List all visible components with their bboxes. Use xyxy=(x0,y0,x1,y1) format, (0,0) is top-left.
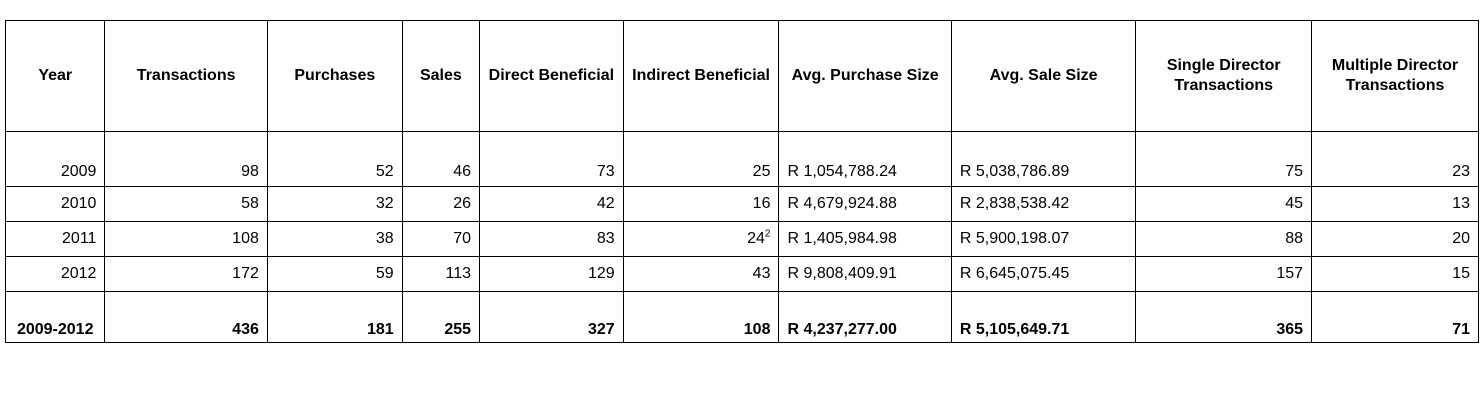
header-avg-purchase-size: Avg. Purchase Size xyxy=(779,21,951,132)
cell-avg-purchase: R 9,808,409.91 xyxy=(779,257,951,292)
cell-single: 157 xyxy=(1136,257,1312,292)
cell-purchases: 59 xyxy=(267,257,402,292)
table-row xyxy=(6,222,1479,257)
cell-sales: 113 xyxy=(402,257,479,292)
cell-avg-purchase: R 4,679,924.88 xyxy=(779,187,951,222)
cell-direct: 42 xyxy=(480,187,624,222)
cell-purchases-total: 181 xyxy=(267,292,402,343)
cell-multiple: 15 xyxy=(1312,257,1479,292)
cell-avg-sale: R 5,038,786.89 xyxy=(951,132,1136,187)
header-purchases: Purchases xyxy=(267,21,402,132)
cell-sales: 70 xyxy=(402,222,479,257)
insider-transactions-table xyxy=(5,20,1479,343)
cell-indirect-value: 24 xyxy=(747,230,765,247)
table-row xyxy=(6,257,1479,292)
cell-sales: 26 xyxy=(402,187,479,222)
cell-avg-purchase-total: R 4,237,277.00 xyxy=(779,292,951,343)
cell-single-total: 365 xyxy=(1136,292,1312,343)
cell-single: 75 xyxy=(1136,132,1312,187)
cell-indirect-total: 108 xyxy=(623,292,779,343)
cell-purchases: 52 xyxy=(267,132,402,187)
cell-avg-sale: R 2,838,538.42 xyxy=(951,187,1136,222)
cell-direct: 83 xyxy=(480,222,624,257)
header-indirect-beneficial: Indirect Beneficial xyxy=(623,21,779,132)
cell-year: 2009 xyxy=(6,132,105,187)
cell-sales: 46 xyxy=(402,132,479,187)
cell-indirect: 43 xyxy=(623,257,779,292)
cell-single: 45 xyxy=(1136,187,1312,222)
cell-purchases: 38 xyxy=(267,222,402,257)
header-year: Year xyxy=(6,21,105,132)
cell-single: 88 xyxy=(1136,222,1312,257)
total-row xyxy=(6,292,1479,343)
cell-transactions: 58 xyxy=(105,187,267,222)
cell-multiple: 20 xyxy=(1312,222,1479,257)
cell-purchases: 32 xyxy=(267,187,402,222)
cell-direct: 73 xyxy=(480,132,624,187)
cell-year: 2010 xyxy=(6,187,105,222)
cell-year: 2011 xyxy=(6,222,105,257)
cell-avg-sale: R 5,900,198.07 xyxy=(951,222,1136,257)
cell-direct-total: 327 xyxy=(480,292,624,343)
cell-avg-sale: R 6,645,075.45 xyxy=(951,257,1136,292)
cell-indirect xyxy=(623,222,779,257)
cell-indirect: 25 xyxy=(623,132,779,187)
cell-year: 2012 xyxy=(6,257,105,292)
cell-direct: 129 xyxy=(480,257,624,292)
cell-multiple: 23 xyxy=(1312,132,1479,187)
cell-sales-total: 255 xyxy=(402,292,479,343)
header-single-director: Single Director Transactions xyxy=(1136,21,1312,132)
footnote-mark: 2 xyxy=(764,228,771,240)
cell-year-total: 2009-2012 xyxy=(6,292,105,343)
cell-avg-purchase: R 1,405,984.98 xyxy=(779,222,951,257)
header-direct-beneficial: Direct Beneficial xyxy=(480,21,624,132)
cell-multiple-total: 71 xyxy=(1312,292,1479,343)
cell-transactions-total: 436 xyxy=(105,292,267,343)
header-transactions: Transactions xyxy=(105,21,267,132)
cell-avg-purchase: R 1,054,788.24 xyxy=(779,132,951,187)
header-sales: Sales xyxy=(402,21,479,132)
header-multiple-director: Multiple Director Transactions xyxy=(1312,21,1479,132)
cell-transactions: 172 xyxy=(105,257,267,292)
table-row xyxy=(6,187,1479,222)
cell-transactions: 98 xyxy=(105,132,267,187)
cell-multiple: 13 xyxy=(1312,187,1479,222)
cell-avg-sale-total: R 5,105,649.71 xyxy=(951,292,1136,343)
cell-transactions: 108 xyxy=(105,222,267,257)
header-row xyxy=(6,21,1479,132)
cell-indirect: 16 xyxy=(623,187,779,222)
header-avg-sale-size: Avg. Sale Size xyxy=(951,21,1136,132)
table-row xyxy=(6,132,1479,187)
